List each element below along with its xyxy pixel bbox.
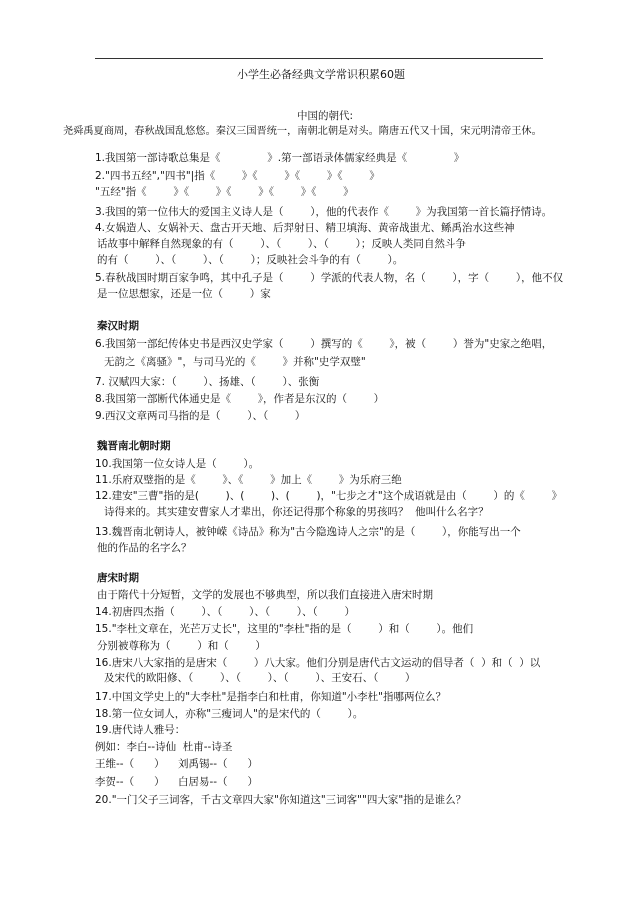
question-line: 18.第一位女词人，亦称"三瘦词人"的是宋代的（ ）。 bbox=[95, 708, 364, 720]
section-heading-tangsong: 唐宋时期 bbox=[97, 572, 139, 584]
question-line: 的有（ ）、（ ）、（ ）；反映社会斗争的有（ ）。 bbox=[97, 254, 404, 266]
question-line: 6.我国第一部纪传体史书是西汉史学家（ ）撰写的《 》，被（ ）誉为"史家之绝唱， bbox=[95, 338, 553, 350]
page-title: 小学生必备经典文学常识积累60题 bbox=[237, 68, 405, 81]
question-line: 他的作品的名字么？ bbox=[97, 542, 192, 554]
question-line: 17.中国文学史上的"大李杜"是指李白和杜甫，你知道"小李杜"指哪两位么？ bbox=[95, 691, 447, 703]
section-heading-weijin: 魏晋南北朝时期 bbox=[97, 440, 171, 452]
question-line: 是一位思想家，还是一位（ ）家 bbox=[97, 288, 271, 300]
question-line: "五经"指《 》《 》《 》《 》《 》 bbox=[95, 186, 354, 198]
question-line: 3.我国的第一位伟大的爱国主义诗人是（ ），他的代表作《 》为我国第一首长篇抒情诗。 bbox=[95, 206, 553, 218]
question-line: 20."一门父子三词客，千古文章四大家"你知道这"三词客""四大家"指的是谁么？ bbox=[95, 794, 467, 806]
question-line: 诗得来的。其实建安曹家人才辈出，你还记得那个称象的男孩吗？ 他叫什么名字？ bbox=[104, 506, 489, 518]
question-line: 王维--（ ） 刘禹锡--（ ） bbox=[95, 758, 259, 770]
question-line: 分别被尊称为（ ）和（ ） bbox=[97, 640, 266, 652]
question-line: 5.春秋战国时期百家争鸣，其中孔子是（ ）学派的代表人物，名（ ），字（ ），他不仅 bbox=[95, 272, 564, 284]
section-heading-qinhan: 秦汉时期 bbox=[97, 320, 139, 332]
question-line: 9.西汉文章两司马指的是（ ）、（ ） bbox=[95, 410, 306, 422]
dynasties-verse: 尧舜禹夏商周，春秋战国乱悠悠。秦汉三国晋统一，南朝北朝是对头。隋唐五代又十国，宋元明清帝王休。 bbox=[63, 126, 542, 137]
header-rule bbox=[95, 58, 543, 59]
question-line: 16.唐宋八大家指的是唐宋（ ）八大家。他们分别是唐代古文运动的倡导者（ ）和（ ）以 bbox=[95, 657, 541, 669]
question-line: 11.乐府双璧指的是《 》、《 》加上《 》为乐府三绝 bbox=[95, 474, 402, 486]
question-line: 12.建安"三曹"指的是( )、( )、( )，"七步之才"这个成语就是由（ ）的《 》 bbox=[95, 490, 563, 502]
question-line: 14.初唐四杰指（ ）、（ ）、（ ）、（ ） bbox=[95, 606, 356, 618]
question-line: 13.魏晋南北朝诗人，被钟嵘《诗品》称为"古今隐逸诗人之宗"的是（ ），你能写出一个 bbox=[95, 526, 521, 538]
question-line: 15."李杜文章在，光芒万丈长"，这里的"李杜"指的是（ ）和（ ）。他们 bbox=[95, 623, 474, 635]
question-line: 话故事中解释自然现象的有（ ）、（ ）、（ ）；反映人类同自然斗争 bbox=[97, 238, 466, 250]
example-line: 例如：李白--诗仙 杜甫--诗圣 bbox=[95, 741, 233, 753]
dynasties-heading: 中国的朝代: bbox=[297, 110, 354, 122]
question-line: 4.女娲造人、女娲补天、盘古开天地、后羿射日、精卫填海、黄帝战蚩尤、鲧禹治水这些神 bbox=[95, 222, 515, 234]
question-line: 1.我国第一部诗歌总集是《 》.第一部语录体儒家经典是《 》 bbox=[95, 152, 465, 164]
question-line: 无韵之《离骚》"，与司马光的《 》并称"史学双璧" bbox=[104, 356, 366, 368]
question-line: 8.我国第一部断代体通史是《 》，作者是东汉的（ ） bbox=[95, 393, 385, 405]
intro-line: 由于隋代十分短暂，文学的发展也不够典型，所以我们直接进入唐宋时期 bbox=[97, 589, 433, 601]
question-line: 7. 汉赋四大家：（ ）、扬雄、（ ）、张衡 bbox=[95, 376, 320, 388]
question-line: 李贺--（ ） 白居易--（ ） bbox=[95, 776, 259, 788]
question-line: 2."四书五经","四书"|指《 》《 》《 》《 》 bbox=[95, 170, 380, 182]
question-line: 19.唐代诗人雅号： bbox=[95, 724, 186, 736]
question-line: 及宋代的欧阳修、（ ）、（ ）、（ ）、王安石、（ ） bbox=[104, 672, 416, 684]
question-line: 10.我国第一位女诗人是（ ）。 bbox=[95, 458, 260, 470]
